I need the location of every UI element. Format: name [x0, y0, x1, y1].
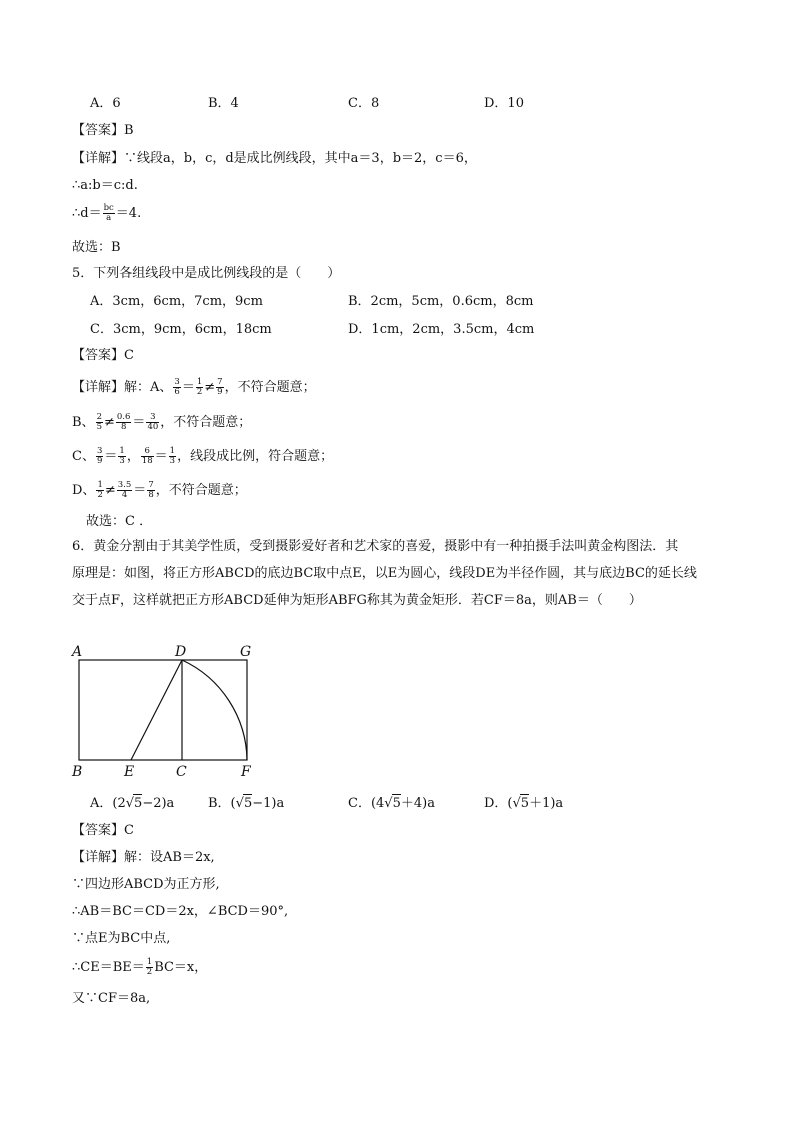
q4-option-c: C．8 [348, 96, 380, 111]
golden-rectangle-figure [60, 636, 280, 786]
q6-option-a: A．(2√5−2)a [90, 796, 175, 811]
q5-option-c: C．3cm，9cm，6cm，18cm [90, 322, 272, 337]
q6-detail-5: ∴CE＝BE＝ $\frac{1}{2}$ BC＝x， [72, 957, 208, 977]
q4-conclusion: 故选：B [72, 240, 121, 255]
q4-detail-2: ∴a:b＝c:d. [72, 178, 138, 193]
q5-detail-c: C、 $\frac{3}{9}$ ＝ $\frac{1}{3}$ ， $\frac{6}{18}$ ＝ $\frac{1}{3}$ ，线段成比例，符合题意； [72, 446, 334, 466]
q6-option-d: D．(√5＋1)a [484, 796, 564, 811]
q4-detail-3-prefix: ∴d＝ [72, 206, 102, 221]
q6-option-c: C．(4√5＋4)a [348, 796, 435, 811]
q5-option-b: B．2cm，5cm，0.6cm，8cm [348, 294, 534, 309]
label-d: D [175, 644, 187, 660]
q5-option-d: D．1cm，2cm，3.5cm，4cm [348, 322, 535, 337]
q5-detail-a: 【详解】解：A、 $\frac{3}{6}$ ＝ $\frac{1}{2}$ ≠ $\frac{7}{9}$ ，不符合题意； [72, 377, 316, 397]
q5-option-a: A．3cm，6cm，7cm，9cm [90, 294, 263, 309]
q6-answer: 【答案】C [72, 823, 134, 838]
q6-option-b: B．(√5−1)a [208, 796, 285, 811]
q5-detail-b: B、 $\frac{2}{5}$ ≠ $\frac{0.6}{8}$ ＝ $\frac{3}{40}$ ，不符合题意； [72, 412, 252, 432]
label-b: B [72, 764, 83, 780]
q4-option-b: B．4 [208, 96, 239, 111]
arc-df [182, 660, 247, 760]
q6-stem-line-3: 交于点F，这样就把正方形ABCD延伸为矩形ABFG称其为黄金矩形．若CF＝8a，则AB＝（ ） [72, 593, 642, 608]
label-a: A [72, 644, 83, 660]
fraction: $\frac{bc}{a}$ [103, 203, 114, 223]
q5-answer: 【答案】C [72, 348, 134, 363]
q4-detail-3: ∴d＝ $\frac{bc}{a}$ ＝4. [72, 203, 142, 223]
q5-stem: 5．下列各组线段中是成比例线段的是（ ） [72, 266, 341, 281]
q6-detail-3: ∴AB＝BC＝CD＝2x，∠BCD＝90°, [72, 904, 289, 919]
rectangle-abfg [79, 660, 247, 760]
q6-stem-line-1: 6．黄金分割由于其美学性质，受到摄影爱好者和艺术家的喜爱，摄影中有一种拍摄手法叫黄金构图法．其 [72, 539, 679, 554]
q6-stem-line-2: 原理是：如图，将正方形ABCD的底边BC取中点E，以E为圆心，线段DE为半径作圆，其与底边BC的延长线 [72, 566, 697, 581]
label-e: E [124, 764, 135, 780]
segment-de [131, 660, 182, 760]
q6-detail-4: ∵点E为BC中点, [72, 931, 171, 946]
q4-answer: 【答案】B [72, 123, 134, 138]
label-g: G [240, 644, 252, 660]
q4-option-d: D．10 [484, 96, 524, 111]
label-f: F [241, 764, 251, 780]
q6-detail-2: ∵四边形ABCD为正方形, [72, 877, 220, 892]
q6-detail-1: 【详解】解：设AB＝2x, [72, 850, 215, 865]
q6-detail-6: 又∵CF＝8a, [72, 991, 151, 1006]
q5-detail-d: D、 $\frac{1}{2}$ ≠ $\frac{3.5}{4}$ ＝ $\frac{7}{8}$ ，不符合题意； [72, 480, 247, 500]
q4-detail-1: 【详解】∵线段a，b，c，d是成比例线段，其中a＝3，b＝2，c＝6， [72, 151, 477, 166]
label-c: C [176, 764, 187, 780]
q4-option-a: A．6 [90, 96, 121, 111]
q5-conclusion: 故选：C ． [86, 514, 153, 529]
